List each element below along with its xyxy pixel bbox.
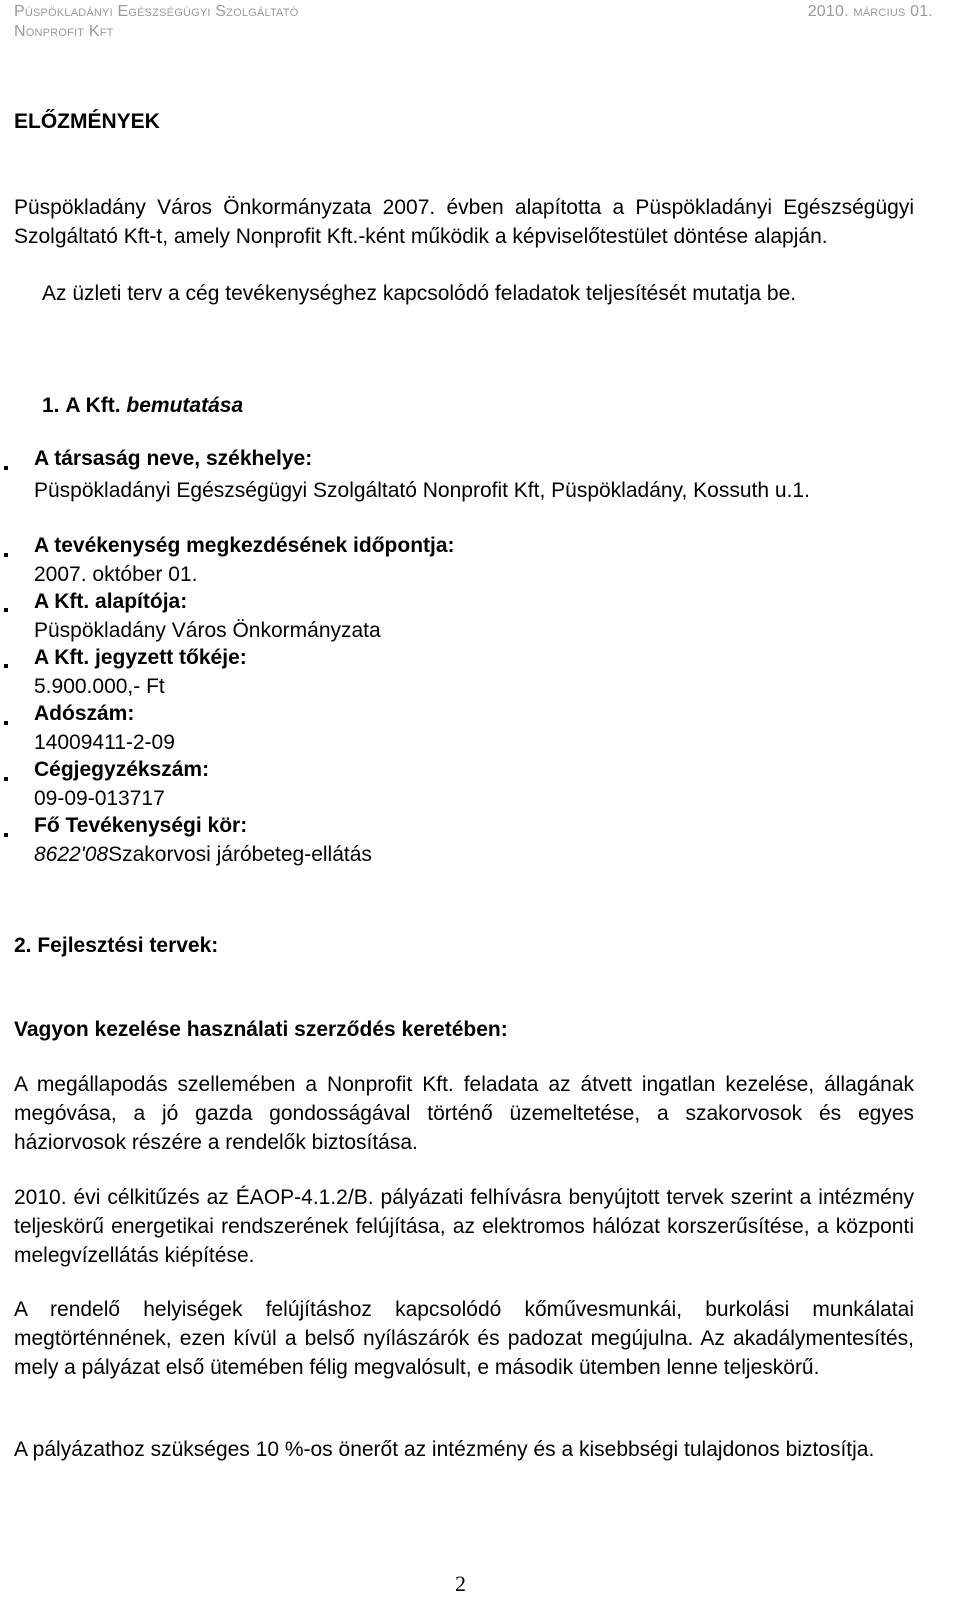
page-number: 2: [455, 1571, 466, 1596]
header-organization: Püspökladányi Egészségügyi Szolgáltató: [14, 3, 299, 20]
activity-code: 8622'08: [34, 843, 109, 866]
intro-paragraph-1: Püspökladány Város Önkormányzata 2007. évben alapította a Püspökladányi Egészségügyi Szolgáltató Kft-t, amely Nonprofit Kft.-ként működik a képviselőtestület döntése alapján.: [14, 196, 914, 248]
item-value-registry-number: 09-09-013717: [34, 787, 165, 810]
item-value-capital: 5.900.000,- Ft: [34, 675, 165, 698]
page-title: ELŐZMÉNYEK: [14, 110, 160, 133]
bullet-icon: [4, 664, 8, 668]
section-2-paragraph-2: 2010. évi célkitűzés az ÉAOP-4.1.2/B. pályázati felhívásra benyújtott tervek szerint a intézmény teljeskörű energetikai rendszerének felújítása, az elektromos hálózat korszerűsítése, a központi melegvízellátás kiépítése.: [14, 1186, 914, 1267]
item-label-founder: A Kft. alapítója:: [34, 590, 188, 613]
item-value-company-name: Püspökladányi Egészségügyi Szolgáltató Nonprofit Kft, Püspökladány, Kossuth u.1.: [34, 479, 810, 502]
bullet-icon: [4, 466, 8, 470]
item-label-main-activity: Fő Tevékenységi kör:: [34, 814, 248, 837]
activity-description: Szakorvosi járóbeteg-ellátás: [108, 843, 372, 866]
item-value-main-activity: [34, 841, 914, 869]
section-1-title-italic: bemutatása: [126, 394, 244, 417]
section-2-title: 2. Fejlesztési tervek:: [14, 934, 219, 957]
section-2-subtitle: Vagyon kezelése használati szerződés keretében:: [14, 1018, 508, 1041]
bullet-icon: [4, 721, 8, 725]
bullet-icon: [4, 608, 8, 612]
section-2-paragraph-3: A rendelő helyiségek felújításhoz kapcsolódó kőművesmunkái, burkolási munkálatai megtörténnének, ezen kívül a belső nyílászárók és padozat megújulna. Az akadálymentesítés, mely a pályázat első ütemében félig megvalósult, e második ütemben lenne teljeskörű.: [14, 1298, 914, 1379]
item-label-capital: A Kft. jegyzett tőkéje:: [34, 646, 247, 669]
intro-paragraph-2: Az üzleti terv a cég tevékenységhez kapcsolódó feladatok teljesítését mutatja be.: [42, 282, 797, 305]
section-1-title: [42, 392, 243, 420]
bullet-icon: [4, 833, 8, 837]
section-1-title-bold: A Kft.: [65, 394, 121, 417]
header-date: 2010. március 01.: [807, 3, 933, 20]
section-2-paragraph-1: A megállapodás szellemében a Nonprofit Kft. feladata az átvett ingatlan kezelése, állagának megóvása, a jó gazda gondosságával történő üzemeltetése, a szakorvosok és egyes háziorvosok részére a rendelők biztosítása.: [14, 1073, 914, 1154]
header-organization-type: Nonprofit Kft: [14, 23, 114, 40]
bullet-icon: [4, 553, 8, 557]
item-label-company-name: A társaság neve, székhelye:: [34, 447, 313, 470]
section-2-paragraph-4: A pályázathoz szükséges 10 %-os önerőt az intézmény és a kisebbségi tulajdonos biztosítja.: [14, 1438, 875, 1461]
item-label-tax-number: Adószám:: [34, 702, 135, 725]
item-label-registry-number: Cégjegyzékszám:: [34, 758, 210, 781]
item-value-tax-number: 14009411-2-09: [34, 731, 175, 754]
item-value-founder: Püspökladány Város Önkormányzata: [34, 619, 381, 642]
section-1-number: 1.: [42, 394, 60, 417]
item-label-start-date: A tevékenység megkezdésének időpontja:: [34, 534, 455, 557]
bullet-icon: [4, 777, 8, 781]
item-value-start-date: 2007. október 01.: [34, 563, 198, 586]
